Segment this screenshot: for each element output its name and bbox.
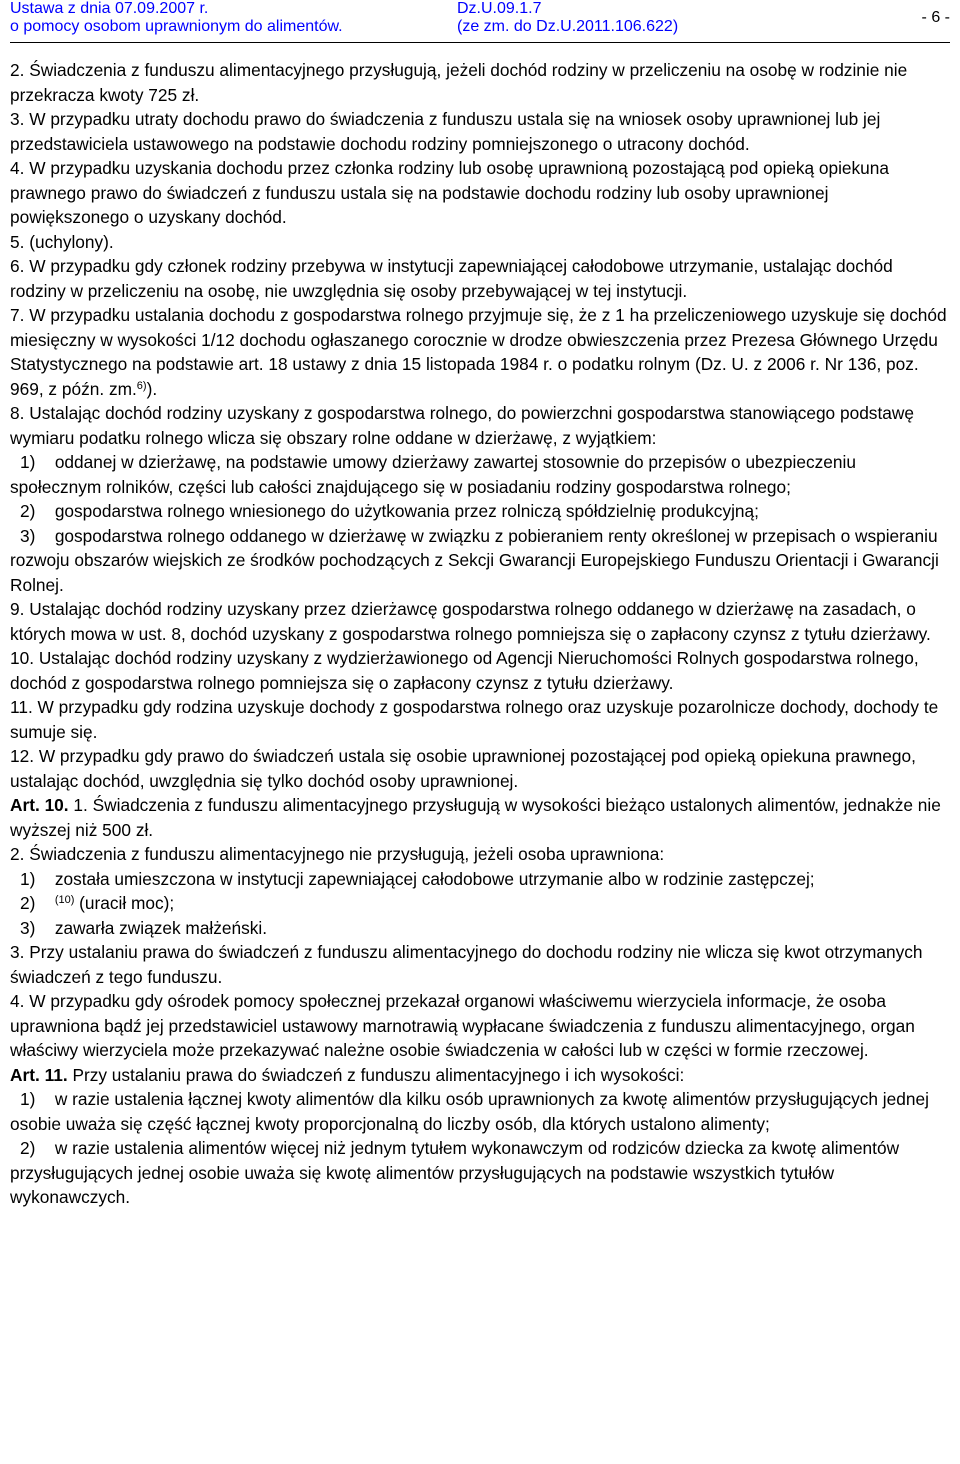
paragraph-3: 3. W przypadku utraty dochodu prawo do świadczenia z funduszu ustala się na wniosek osoby uprawnionej lub jej przedstawiciela ustawowego na podstawie dochodu rodziny pomniejszonego o utracony dochód. — [10, 109, 881, 154]
page-header — [10, 0, 950, 42]
article-10-paragraph-3: 3. Przy ustalaniu prawa do świadczeń z funduszu alimentacyjnego do dochodu rodziny nie wlicza się kwot otrzymanych świadczeń z tego funduszu. — [10, 942, 923, 987]
paragraph-9: 9. Ustalając dochód rodziny uzyskany przez dzierżawcę gospodarstwa rolnego oddanego w dzierżawę na zasadach, o których mowa w ust. 8, dochód uzyskany z gospodarstwa rolnego pomniejsza się o zapłacony czynsz z tytułu dzierżawy. — [10, 599, 931, 644]
paragraph-8-item-2 — [10, 499, 950, 524]
paragraph-7-text: 7. W przypadku ustalania dochodu z gospodarstwa rolnego przyjmuje się, że z 1 ha przeliczeniowego uzyskuje się dochód miesięczny w wysokości 1/12 dochodu ogłaszanego corocznie w drodze obwieszczenia przez Prezesa Głównego Urzędu Statystycznego na podstawie art. 18 ustawy z dnia 15 listopada 1984 r. o podatku rolnym (Dz. U. z 2006 r. Nr 136, poz. 969, z późn. zm. — [10, 305, 947, 399]
paragraph-2: 2. Świadczenia z funduszu alimentacyjnego przysługują, jeżeli dochód rodziny w przeliczeniu na osobę w rodzinie nie przekracza kwoty 725 zł. — [10, 60, 908, 105]
article-10-p2-item-2 — [10, 891, 950, 916]
article-10-paragraph-1 — [10, 793, 950, 842]
paragraph-5: 5. (uchylony). — [10, 231, 114, 252]
article-10-paragraph-4: 4. W przypadku gdy ośrodek pomocy społecznej przekazał organowi właściwemu wierzyciela informacje, że osoba uprawniona bądź jej przedstawiciel ustawowy marnotrawią wypłacane świadczenia z funduszu alimentacyjnego, organ właściwy wierzyciela może przekazywać należne osobie świadczenia w całości lub w części w formie rzeczowej. — [10, 991, 915, 1060]
paragraph-10: 10. Ustalając dochód rodziny uzyskany z wydzierżawionego od Agencji Nieruchomości Rolnych gospodarstwa rolnego, dochód z gospodarstwa rolnego pomniejsza się o zapłacony czynsz z tytułu dzierżawy. — [10, 648, 919, 693]
paragraph-7 — [10, 303, 950, 401]
paragraph-4: 4. W przypadku uzyskania dochodu przez członka rodziny lub osobę uprawnioną pozostającą pod opieką opiekuna prawnego prawo do świadczeń z funduszu ustala się na podstawie dochodu rodziny lub osoby uprawnionej powiększonego o uzyskany dochód. — [10, 158, 890, 227]
item-number: 2) — [20, 893, 36, 913]
article-10-p1-text: 1. Świadczenia z funduszu alimentacyjnego przysługują w wysokości bieżąco ustalonych alimentów, jednakże nie wyższej niż 500 zł. — [10, 795, 941, 840]
paragraph-8: 8. Ustalając dochód rodziny uzyskany z gospodarstwa rolnego, do powierzchni gospodarstwa stanowiącego podstawę wymiaru podatku rolnego wlicza się obszary rolne oddane w dzierżawę, z wyjątkiem: — [10, 403, 914, 448]
page-number: - 6 - — [921, 9, 950, 26]
item-text: została umieszczona w instytucji zapewniającej całodobowe utrzymanie albo w rodzinie zastępczej; — [54, 868, 815, 889]
footnote-6-ref[interactable]: 6) — [136, 379, 147, 392]
item-text: w razie ustalenia alimentów więcej niż jednym tytułem wykonawczym od rodziców dziecka za kwotę alimentów przysługujących jednej osobie uważa się kwotę alimentów przysługujących na podstawie wszystkich tytułów wykonawczych. — [10, 1138, 900, 1207]
act-subtitle-link[interactable]: o pomocy osobom uprawnionym do alimentów. — [10, 18, 343, 35]
article-11-intro — [10, 1063, 950, 1088]
paragraph-7-end: ). — [146, 378, 158, 399]
item-text: gospodarstwa rolnego wniesionego do użytkowania przez rolniczą spółdzielnię produkcyjną; — [54, 501, 759, 521]
item-number: 3) — [20, 917, 36, 938]
footnote-10-ref[interactable]: (10) — [54, 894, 75, 906]
article-10-label: Art. 10. — [10, 795, 69, 815]
item-text: (uracił moc); — [74, 893, 175, 913]
item-number: 3) — [20, 525, 36, 546]
item-number: 1) — [20, 868, 36, 889]
article-11-item-1 — [10, 1087, 950, 1136]
amendment-reference-link[interactable]: (ze zm. do Dz.U.2011.106.622) — [457, 18, 679, 35]
item-text: oddanej w dzierżawę, na podstawie umowy dzierżawy zawartej stosownie do przepisów o ubezpieczeniu społecznym rolników, części lub całości znajdującego się w posiadaniu rodziny gospodarstwa rolnego; — [10, 452, 856, 497]
article-11-item-2 — [10, 1136, 950, 1210]
item-number: 1) — [20, 1089, 36, 1109]
article-11-intro-text: Przy ustalaniu prawa do świadczeń z funduszu alimentacyjnego i ich wysokości: — [67, 1064, 685, 1085]
item-number: 2) — [20, 501, 36, 521]
article-11-label: Art. 11. — [10, 1064, 68, 1085]
item-text: w razie ustalenia łącznej kwoty alimentów dla kilku osób uprawnionych za kwotę alimentów przysługujących jednej osobie uważa się część łącznej kwoty proporcjonalną do liczby osób, dla których ustalono alimenty; — [10, 1089, 929, 1134]
journal-reference-link[interactable]: Dz.U.09.1.7 — [457, 0, 542, 17]
article-10-paragraph-2: 2. Świadczenia z funduszu alimentacyjnego nie przysługują, jeżeli osoba uprawniona: — [10, 844, 665, 864]
paragraph-6: 6. W przypadku gdy członek rodziny przebywa w instytucji zapewniającej całodobowe utrzymanie, ustalając dochód rodziny w przeliczeniu na osobę, nie uwzględnia się osoby przebywającej w tej instytucji. — [10, 256, 893, 301]
paragraph-8-item-1 — [10, 450, 950, 499]
item-number: 1) — [20, 452, 36, 472]
article-10-p2-item-1 — [10, 867, 950, 892]
item-number: 2) — [20, 1138, 36, 1158]
act-title-link[interactable]: Ustawa z dnia 07.09.2007 r. — [10, 0, 209, 17]
paragraph-8-item-3 — [10, 524, 950, 598]
paragraph-11: 11. W przypadku gdy rodzina uzyskuje dochody z gospodarstwa rolnego oraz uzyskuje pozarolnicze dochody, dochody te sumuje się. — [10, 697, 939, 742]
item-text: zawarła związek małżeński. — [54, 917, 268, 938]
header-divider — [10, 42, 950, 43]
article-10-p2-item-3 — [10, 916, 950, 941]
document-body — [10, 58, 950, 1210]
item-text: gospodarstwa rolnego oddanego w dzierżawę w związku z pobieraniem renty określonej w przepisach o wspieraniu rozwoju obszarów wiejskich ze środków pochodzących z Sekcji Gwarancji Europejskiego Funduszu Orientacji i Gwarancji Rolnej. — [10, 525, 939, 595]
paragraph-12: 12. W przypadku gdy prawo do świadczeń ustala się osobie uprawnionej pozostającej pod opieką opiekuna prawnego, ustalając dochód, uwzględnia się tylko dochód osoby uprawnionej. — [10, 746, 916, 791]
